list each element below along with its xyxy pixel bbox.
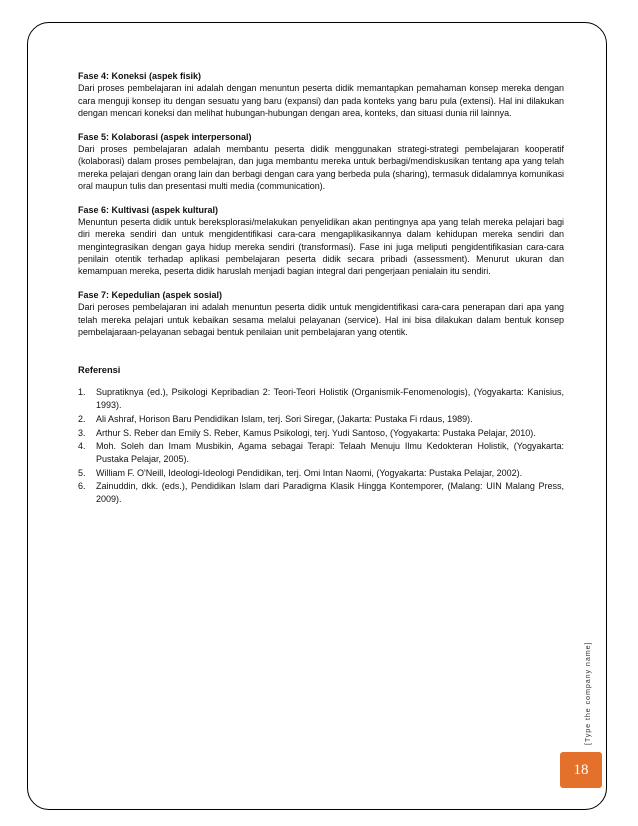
reference-text: Supratiknya (ed.), Psikologi Kepribadian 2: Teori-Teori Holistik (Organismik-Fenomenologis), (Yogyakarta: Kanisius, 1993).	[96, 387, 564, 410]
reference-item	[78, 386, 564, 411]
reference-number: 5.	[78, 467, 86, 478]
reference-number: 1.	[78, 387, 86, 398]
section-body: Menuntun peserta didik untuk bereksplorasi/melakukan penyelidikan akan pentingnya apa yang telah mereka pelajari bagi diri mereka sendiri dan untuk mengidentifikasi cara-cara mengaplikasikannya dalam kehidupan mereka sendiri dan mengintegrasikan dengan gaya hidup mereka sendiri (transformasi). Fase ini juga meliputi pengidentifikasian cara-cara penilain otentik terhadap aplikasi pembelajaran peserta didik secara pribadi (assessment). Menurut ukuran dan kemampuan mereka, peserta didik haruslah menjadi bagian integral dari pengerjaan penialain itu sendiri.	[78, 216, 564, 277]
reference-item	[78, 480, 564, 505]
company-name-placeholder: [Type the company name]	[583, 641, 592, 745]
reference-number: 3.	[78, 427, 86, 438]
section-fase-7	[78, 289, 564, 338]
section-body: Dari proses pembelajaran adalah membantu peserta didik menggunakan strategi-strategi pembelajaran kooperatif (kolaborasi) dalam proses pembelajran, dan juga membantu mereka untuk berbagi/mendiskusikan tentang apa yang telah mereka pelajari dengan orang lain dan berbagi dengan cara yang berbeda pula (sharing), termasuk didalamnya komunikasi oral maupun tulis dan presentasi multi media (communication).	[78, 143, 564, 191]
page-number-badge: 18	[560, 752, 602, 788]
section-fase-6	[78, 204, 564, 278]
reference-number: 2.	[78, 413, 86, 424]
reference-text: Moh. Soleh dan Imam Musbikin, Agama sebagai Terapi: Telaah Menuju Ilmu Kedokteran Holistik, (Yogyakarta: Pustaka Pelajar, 2005).	[96, 441, 564, 464]
references-title: Referensi	[78, 365, 121, 376]
page-content	[78, 70, 564, 507]
references-list	[78, 386, 564, 505]
reference-item	[78, 427, 564, 439]
reference-item	[78, 467, 564, 479]
section-fase-4	[78, 70, 564, 119]
reference-item	[78, 440, 564, 465]
reference-text: Arthur S. Reber dan Emily S. Reber, Kamus Psikologi, terj. Yudi Santoso, (Yogyakarta: Pustaka Pelajar, 2010).	[96, 427, 536, 438]
reference-text: William F. O'Neill, Ideologi-Ideologi Pendidikan, terj. Omi Intan Naomi, (Yogyakarta: Pustaka Pelajar, 2002).	[96, 467, 523, 478]
section-heading: Fase 5: Kolaborasi (aspek interpersonal)	[78, 131, 252, 142]
section-heading: Fase 7: Kepedulian (aspek sosial)	[78, 289, 223, 300]
section-body: Dari proses pembelajaran ini adalah dengan menuntun peserta didik memantapkan pemahaman konsep mereka dengan cara menguji konsep itu dengan sesuatu yang baru (expansi) dan pada konteks yang baru pula (extensi). Hal ini dilakukan dengan mencari koneksi dan melihat hubungan-hubungan dengan area, konteks, dan situasi dunia riil lainnya.	[78, 83, 564, 118]
section-fase-5	[78, 131, 564, 192]
reference-text: Ali Ashraf, Horison Baru Pendidikan Islam, terj. Sori Siregar, (Jakarta: Pustaka Fi rdaus, 1989).	[96, 413, 473, 424]
reference-item	[78, 413, 564, 425]
reference-number: 6.	[78, 481, 86, 492]
section-heading: Fase 4: Koneksi (aspek fisik)	[78, 71, 202, 81]
reference-number: 4.	[78, 441, 86, 452]
section-body: Dari peroses pembelajaran ini adalah menuntun peserta didik untuk mengidentifikasi cara-cara penerapan dari apa yang telah mereka pelajari untuk kebaikan sesama melalui pelayanan (service). Hal ini bisa dilakukan dalam bentuk konsep pembelajaraan-pelayanan sebagai bentuk penilaian unit pembelajaran yang otentik.	[78, 302, 564, 337]
reference-text: Zainuddin, dkk. (eds.), Pendidikan Islam dari Paradigma Klasik Hingga Kontemporer, (Malang: UIN Malang Press, 2009).	[96, 481, 564, 504]
section-heading: Fase 6: Kultivasi (aspek kultural)	[78, 204, 219, 215]
